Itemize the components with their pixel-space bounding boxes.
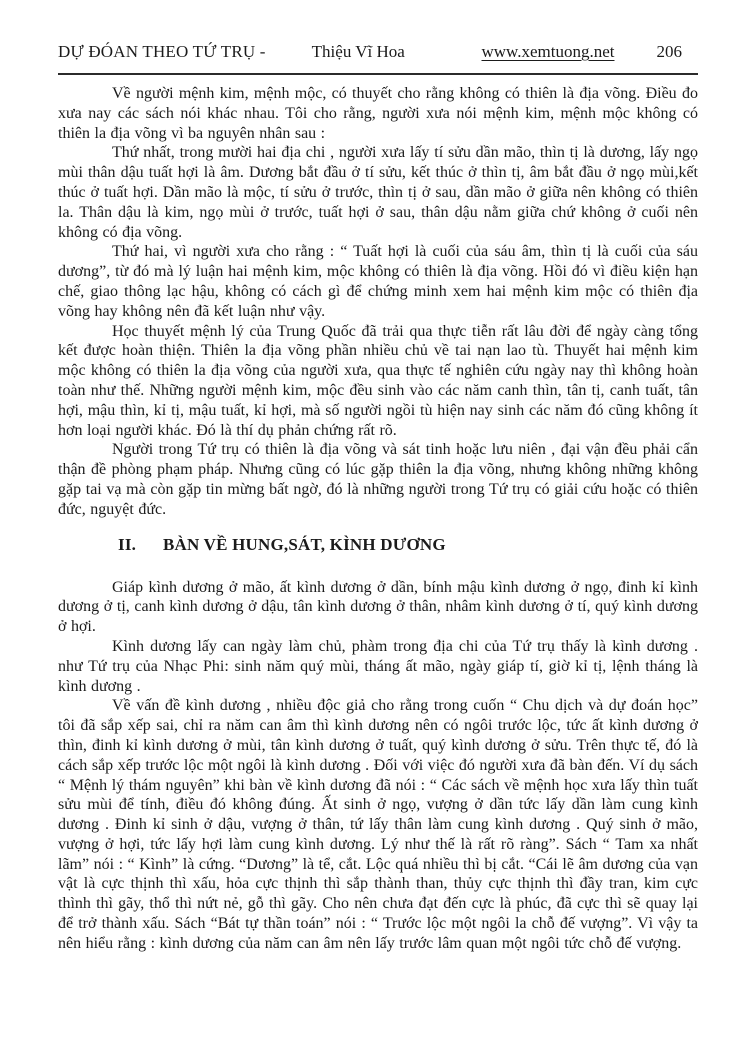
header-divider: [58, 73, 698, 75]
book-title: DỰ ĐÓAN THEO TỨ TRỤ -: [58, 42, 266, 61]
section-heading: [58, 535, 698, 555]
paragraph: Người trong Tứ trụ có thiên là địa võng và sát tinh hoặc lưu niên , đại vận đều phải cẩn thận đề phòng phạm pháp. Nhưng cũng có lúc gặp thiên la địa võng, nhưng không những không gặp tai vạ mà còn gặp tin mừng bất ngờ, đó là những người trong Tứ trụ có giải cứu hoặc có thiên đức, nguyệt đức.: [58, 441, 698, 518]
page-body: [58, 84, 698, 954]
page-header: [58, 42, 698, 62]
paragraph: Kình dương lấy can ngày làm chủ, phàm trong địa chi của Tứ trụ thấy là kình dương . như Tứ trụ của Nhạc Phi: sinh năm quý mùi, tháng ất mão, ngày giáp tí, giờ kỉ tị, lệnh tháng là kình dương .: [58, 637, 698, 695]
paragraph: Giáp kình dương ở mão, ất kình dương ở dần, bính mậu kình dương ở ngọ, đinh kỉ kình dương ở tị, canh kình dương ở dậu, tân kình dương ở thân, nhâm kình dương ở tí, quý kình dương ở hợi.: [58, 578, 698, 636]
paragraph: Về vấn đề kình dương , nhiều độc giả cho rằng trong cuốn “ Chu dịch và dự đoán học” tôi đã sắp xếp sai, chỉ ra năm can âm thì kình dương nên có ngôi trước lộc, tức ất kình dương ở thìn, đinh kỉ kình dương ở mùi, tân kình dương ở tuất, quý kình dương ở sửu. Trên thực tế, đó là cách sắp xếp trước lộc một ngôi là kình dương . Đối với việc đó người xưa đã bàn đến. Ví dụ sách “ Mệnh lý thám nguyên” khi bàn về kình dương đã nói : “ Các sách về mệnh học xưa lấy thìn tuất sửu mùi để tính, điều đó không đúng. Ất sinh ở ngọ, vượng ở dần tức lấy dần làm cung kình dương . Đinh kỉ sinh ở dậu, vượng ở thân, tứ lấy thân làm cung kình dương . Quý sinh ở mão, vượng ở hợi, tức lấy hợi làm cung kình dương. Lý như thế là rất rõ ràng”. Sách “ Tam xa nhất lãm” nói : “ Kình” là cứng. “Dương” là tể, cắt. Lộc quá nhiều thì bị cắt. “Cái lẽ âm dương của vạn vật là cực thịnh thì xấu, hỏa cực thịnh thì sắp thành than, thủy cực thịnh thì đầy tran, kim cực thình thì gãy, thổ thì nứt nẻ, gỗ thì gãy. Cho nên chưa đạt đến cực là phúc, đã cực thì sẽ quay lại để trở thành xấu. Sách “Bát tự thần toán” nói : “ Trước lộc một ngôi la chỗ đế vượng”. Vì vậy ta nên hiểu rằng : kình dương của năm can âm nên lấy trước lâm quan một ngôi tức chỗ đế vượng.: [58, 697, 698, 952]
author-name: Thiệu Vĩ Hoa: [311, 42, 405, 61]
paragraph: Học thuyết mệnh lý của Trung Quốc đã trải qua thực tiễn rất lâu đời để ngày càng tổng kết được hoàn thiện. Thiên la địa võng phần nhiều chủ về tai nạn lao tù. Thuyết hai mệnh kim mộc không có thiên la địa võng của người xưa, qua thực tế nghiên cứu ngày nay thì không hoàn toàn như thế. Những người mệnh kim, mộc đều sinh vào các năm canh thìn, tân tị, canh tuất, tân hợi, mậu thìn, kỉ tị, mậu tuất, kỉ hợi, mà số người ngồi tù hiện nay sinh các năm đó cũng không ít hơn loại người khác. Đó là thí dụ phản chứng rất rõ.: [58, 322, 698, 439]
paragraph: Về người mệnh kim, mệnh mộc, có thuyết cho rằng không có thiên là địa võng. Điều đo xưa nay các sách nói khác nhau. Tôi cho rằng, người xưa nói mệnh kim, mệnh mộc không có thiên la địa võng vì ba nguyên nhân sau :: [58, 85, 698, 142]
paragraph: Thứ hai, vì người xưa cho rằng : “ Tuất hợi là cuối của sáu âm, thìn tị là cuối của sáu dương”, từ đó mà lý luận hai mệnh kim, mộc không có thiên là địa võng. Hồi đó vì điều kiện hạn chế, giao thông lạc hậu, không có cách gì để chứng minh xem hai mệnh kim mộc có thiên địa võng hay không nên đã kết luận như vậy.: [58, 243, 698, 320]
section-number: II.: [118, 534, 137, 554]
section-title: BÀN VỀ HUNG,SÁT, KÌNH DƯƠNG: [163, 534, 446, 554]
paragraph: Thứ nhất, trong mười hai địa chi , người xưa lấy tí sửu dần mão, thìn tị là dương, lấy ngọ mùi thân dậu tuất hợi là âm. Dương bắt đầu ở tí sửu, kết thúc ở thìn tị, âm bắt đầu ở ngọ mùi,kết thúc ở tuất hợi. Dần mão là mộc, tí sửu ở trước, thìn tị ở sau, dần mão ở giữa nên không có thiên la. Thân dậu là kim, ngọ mùi ở trước, tuất hợi ở sau, thân dậu nằm giữa chứ không ở cuối nên không có địa võng.: [58, 144, 698, 241]
page-number: 206: [656, 42, 682, 61]
website-link[interactable]: www.xemtuong.net: [481, 42, 615, 61]
